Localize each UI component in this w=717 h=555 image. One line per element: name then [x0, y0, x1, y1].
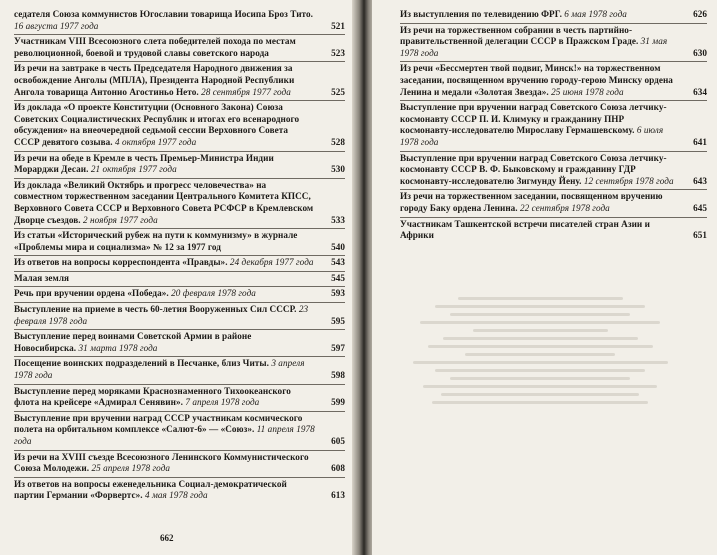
toc-entry	[14, 178, 345, 228]
toc-entry-title: Выступление при вручении наград Советского Союза летчику-космонавту СССР П. И. Климуку и гражданину ПНР космонавту-исследователю Мирославу Гермашевскому.	[400, 102, 667, 136]
toc-entry-date: 21 октября 1977 года	[90, 164, 177, 175]
toc-entry-title: Из выступления по телевидению ФРГ.	[400, 9, 562, 19]
toc-entry	[400, 23, 707, 62]
toc-entry-title: Из речи на торжественном заседании, посвященном вручению городу Баку ордена Ленина.	[400, 191, 663, 213]
toc-entry-title: Из речи на завтраке в честь Председателя Народного движения за освобождение Анголы (МПЛА), Президента Народной Республики Ангола товарища Антонио Агостиньо Нето.	[14, 63, 295, 97]
toc-entry-title: Из статьи «Исторический рубеж на пути к коммунизму» в журнале «Проблемы мира и социализма» № 12 за 1977 год	[14, 230, 298, 252]
toc-entry-date: 25 июня 1978 года	[551, 86, 624, 97]
right-page	[372, 0, 717, 555]
toc-entry-text	[14, 257, 315, 269]
toc-entry-date: 6 июля 1978 года	[400, 125, 664, 147]
toc-entry	[14, 384, 345, 411]
toc-entry-page-number: 533	[331, 214, 345, 225]
toc-entry-title: Участникам VIII Всесоюзного слета победителей похода по местам революционной, боевой и трудовой славы советского народа	[14, 36, 296, 58]
toc-entry-page-number: 595	[331, 315, 345, 326]
toc-entry-page-number: 523	[331, 47, 345, 58]
toc-entry-text	[400, 25, 677, 60]
toc-entry-page-number: 521	[331, 20, 345, 31]
toc-entry-title: Выступление перед моряками Краснознаменного Тихоокеанского флота на крейсере «Адмирал Сенявин».	[14, 385, 291, 408]
toc-entry-text	[14, 386, 315, 409]
toc-entry-page-number: 597	[331, 342, 345, 353]
toc-entry-page-number: 543	[331, 257, 345, 268]
toc-entry-date: 4 мая 1978 года	[144, 490, 208, 501]
toc-entry	[14, 450, 345, 477]
toc-entry-date: 12 сентября 1978 года	[583, 175, 674, 186]
toc-entry-page-number: 613	[331, 490, 345, 501]
toc-entry-date: 6 мая 1978 года	[564, 9, 627, 19]
toc-entry	[400, 8, 707, 23]
toc-entry-page-number: 634	[693, 86, 707, 97]
toc-entry-title: Из ответов на вопросы корреспондента «Правды».	[14, 257, 228, 268]
toc-entry-page-number: 598	[331, 370, 345, 381]
toc-entry-text	[14, 479, 315, 502]
toc-entry	[14, 356, 345, 383]
toc-entry-text	[14, 36, 315, 59]
toc-entry-title: Из ответов на вопросы еженедельника Социал-демократической партии Германии «Форвертс».	[14, 478, 287, 501]
toc-entry-text	[14, 358, 315, 381]
toc-entry-title: Выступление на приеме в честь 60-летия Вооруженных Сил СССР.	[14, 304, 297, 315]
toc-entry-title: Выступление перед воинами Советской Армии в районе Новосибирска.	[14, 331, 252, 353]
toc-entry-text	[14, 273, 315, 285]
toc-entry-title: Из доклада «О проекте Конституции (Основного Закона) Союза Советских Социалистических Республик и итогах его всенародного обсуждения» на внеочередной седьмой сессии Верховного Совета СССР девятого созыва.	[14, 102, 300, 147]
toc-entry-title: Выступление при вручении наград Советского Союза летчику-космонавту СССР В. Ф. Быковскому и гражданину ГДР космонавту-исследователю Зигмунду Йену.	[400, 152, 667, 186]
toc-entry-date: 2 ноября 1977 года	[83, 214, 158, 225]
page-number: 662	[160, 533, 174, 543]
toc-entry	[400, 217, 707, 244]
toc-entry-page-number: 540	[331, 241, 345, 252]
toc-entry-date: 4 октября 1977 года	[114, 136, 197, 147]
toc-entry-date: 31 мая 1978 года	[400, 36, 668, 58]
toc-entry-text	[14, 288, 315, 300]
toc-entry-page-number: 643	[693, 175, 707, 186]
toc-entry-page-number: 630	[693, 47, 707, 58]
toc-entry-title: Из речи на обеде в Кремле в честь Премьер-Министра Индии Морарджи Десаи.	[14, 152, 274, 175]
toc-entry	[14, 411, 345, 450]
toc-entry-title: Участникам Ташкентской встречи писателей стран Азии и Африки	[400, 218, 650, 241]
toc-entry-page-number: 645	[693, 202, 707, 213]
toc-entry-text	[14, 230, 315, 253]
toc-entry-text	[14, 331, 315, 354]
toc-entry-text	[14, 153, 315, 176]
right-toc-list	[400, 8, 707, 244]
toc-entry	[400, 189, 707, 216]
toc-entry-page-number: 626	[693, 9, 707, 19]
toc-entry-date: 22 сентября 1978 года	[520, 202, 610, 213]
toc-entry-text	[400, 9, 677, 21]
toc-entry	[14, 329, 345, 356]
toc-entry-text	[14, 304, 315, 327]
toc-entry	[14, 271, 345, 287]
toc-entry-page-number: 599	[331, 397, 345, 408]
toc-entry-text	[400, 153, 677, 188]
toc-entry	[400, 151, 707, 190]
toc-entry-text	[14, 180, 315, 226]
toc-entry-title: седателя Союза коммунистов Югославии товарища Иосипа Броз Тито.	[14, 9, 313, 19]
toc-entry-title: Из речи на XVIII съезде Всесоюзного Ленинского Коммунистического Союза Молодежи.	[14, 451, 309, 474]
toc-entry	[400, 61, 707, 100]
toc-entry	[400, 100, 707, 150]
toc-entry-text	[400, 191, 677, 214]
toc-entry-text	[14, 9, 315, 32]
toc-entry-date: 25 апреля 1978 года	[91, 463, 171, 474]
toc-entry-text	[14, 413, 315, 448]
toc-entry-date: 7 апреля 1978 года	[185, 397, 260, 408]
toc-entry-text	[14, 452, 315, 475]
toc-entry-page-number: 528	[331, 136, 345, 147]
toc-entry	[14, 302, 345, 329]
left-page	[0, 0, 355, 555]
toc-entry-page-number: 651	[693, 230, 707, 241]
toc-entry-title: Малая земля	[14, 272, 70, 283]
toc-entry	[14, 151, 345, 178]
toc-entry	[14, 8, 345, 34]
toc-entry-page-number: 605	[331, 436, 345, 446]
toc-entry-page-number: 525	[331, 86, 345, 97]
toc-entry-date: 28 сентября 1977 года	[201, 86, 291, 97]
toc-entry-date: 16 августа 1977 года	[14, 20, 99, 31]
toc-entry-title: Выступление при вручении наград СССР участникам космического полета на орбитальном комплексе «Салют-6» — «Союз».	[14, 412, 303, 435]
toc-entry-page-number: 641	[693, 136, 707, 147]
toc-entry	[14, 228, 345, 255]
toc-entry	[14, 100, 345, 150]
toc-entry-date: 3 апреля 1978 года	[14, 358, 305, 381]
toc-entry-date: 23 февраля 1978 года	[14, 304, 309, 326]
toc-entry-title: Из речи «Бессмертен твой подвиг, Минск!» на торжественном заседании, посвященном вручению городу-герою Минску ордена Ленина и медали «Золотая Звезда».	[400, 63, 673, 97]
toc-entry-page-number: 530	[331, 164, 345, 175]
toc-entry-date: 24 декабря 1977 года	[229, 257, 314, 268]
toc-entry-text	[14, 102, 315, 148]
toc-entry-date: 31 марта 1978 года	[78, 342, 158, 353]
toc-entry-text	[400, 102, 677, 148]
faded-colophon	[390, 292, 690, 409]
toc-entry-text	[14, 63, 315, 98]
toc-entry	[14, 286, 345, 302]
toc-entry	[14, 61, 345, 100]
toc-entry-page-number: 593	[331, 288, 345, 299]
toc-entry	[14, 255, 345, 271]
left-toc-list	[14, 8, 345, 504]
toc-entry-text	[400, 63, 677, 98]
toc-entry-title: Из доклада «Великий Октябрь и прогресс человечества» на совместном торжественном заседании Центрального Комитета КПСС, Верховного Совета СССР и Верховного Совета РСФСР в Кремлевском Дворце съездов.	[14, 179, 314, 225]
toc-entry-date: 20 февраля 1978 года	[171, 288, 256, 299]
toc-entry-title: Посещение воинских подразделений в Песчанке, близ Читы.	[14, 358, 269, 369]
toc-entry-title: Из речи на торжественном собрании в честь партийно-правительственной делегации СССР в Пражском Граде.	[400, 24, 639, 47]
toc-entry-page-number: 545	[331, 272, 345, 283]
toc-entry	[14, 477, 345, 504]
toc-entry	[14, 34, 345, 61]
toc-entry-date: 11 апреля 1978 года	[14, 424, 315, 446]
toc-entry-page-number: 608	[331, 463, 345, 474]
toc-entry-title: Речь при вручении ордена «Победа».	[14, 288, 169, 299]
toc-entry-text	[400, 219, 677, 242]
